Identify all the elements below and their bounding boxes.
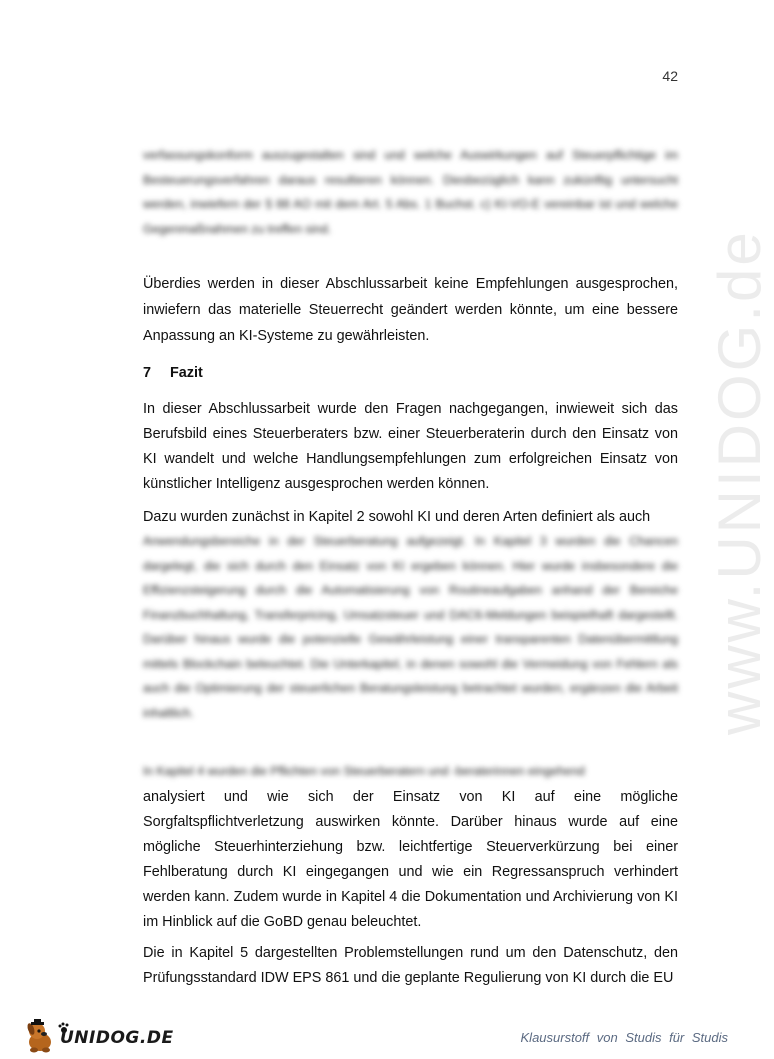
paragraph-recommendations: Überdies werden in dieser Abschlussarbeit keine Empfehlungen ausgesprochen, inwiefern das materielle Steuerrecht geändert werden könnte, um eine bessere Anpassung an KI-Systeme zu gewährleisten.	[143, 276, 678, 344]
unidog-logo	[22, 1022, 174, 1054]
section-heading	[143, 365, 203, 381]
dog-mascot-icon	[22, 1020, 62, 1054]
section-title: Fazit	[170, 365, 203, 381]
paragraph-chapter-5: Die in Kapitel 5 dargestellten Problemstellungen rund um den Datenschutz, den Prüfungsstandard IDW EPS 861 und die geplante Regulierung von KI durch die EU	[143, 945, 678, 986]
paragraph-research-questions: In dieser Abschlussarbeit wurde den Fragen nachgegangen, inwieweit sich das Berufsbild eines Steuerberaters bzw. einer Steuerberaterin durch den Einsatz von KI wandelt und welche Handlungsempfehlungen zum erfolgreichen Einsatz von künstlicher Intelligenz ausgesprochen werden können.	[143, 401, 678, 492]
paragraph-chapter-2-visible: Dazu wurden zunächst in Kapitel 2 sowohl KI und deren Arten definiert als auch	[143, 509, 651, 525]
paragraph-chapter-3-blurred: Anwendungsbereiche in der Steuerberatung aufgezeigt. In Kapitel 3 wurden die Chancen dargelegt, die sich durch den Einsatz von KI ergeben können. Hier wurde insbesondere die Effizienzsteigerung durch die Automatisierung von Routineaufgaben anhand der Bereiche Finanzbuchhaltung, Transferpricing, Umsatzsteuer und DAC6-Meldungen beispielhaft dargestellt. Darüber hinaus wurde die potenzielle Gewährleistung einer transparenten Datenübermittlung mittels Blockchain beleuchtet. Die Unterkapitel, in denen sowohl die Vermeidung von Fehlern als auch die Optimierung der steuerlichen Beratungsleistung betrachtet wurden, ergänzen die Arbeit inhaltlich.	[143, 534, 678, 720]
page-number: 42	[662, 68, 678, 84]
paragraph-chapter-4-blurred-line: In Kapitel 4 wurden die Pflichten von Steuerberatern und -beraterinnen eingehend	[143, 764, 585, 778]
paragraph-chapter-4-visible: analysiert und wie sich der Einsatz von KI auf eine mögliche Sorgfaltspflichtverletzung auswirken könnte. Darüber hinaus wurde auf eine mögliche Steuerhinterziehung bzw. leichtfertige Steuerverkürzung bei einer Fehlberatung durch KI eingegangen und wie ein Regressanspruch verhindert werden kann. Zudem wurde in Kapitel 4 die Dokumentation und Archivierung von KI im Hinblick auf die GoBD genau beleuchtet.	[143, 789, 678, 930]
footer-tagline: Klausurstoff von Studis für Studis	[520, 1030, 728, 1045]
footer	[0, 1018, 750, 1058]
watermark: www.UNIDOG.de	[706, 229, 773, 735]
logo-text: UNIDOG.DE	[60, 1028, 174, 1048]
blurred-intro-paragraph: verfassungskonform auszugestalten sind und welche Auswirkungen auf Steuerpflichtige im Besteuerungsverfahren daraus resultieren können. Diesbezüglich kann zukünftig untersucht werden, inwiefern der § 88 AO mit dem Art. 5 Abs. 1 Buchst. c) KI-VO-E vereinbar ist und welche Gegenmaßnahmen zu treffen sind.	[143, 148, 678, 236]
section-number: 7	[143, 365, 152, 381]
